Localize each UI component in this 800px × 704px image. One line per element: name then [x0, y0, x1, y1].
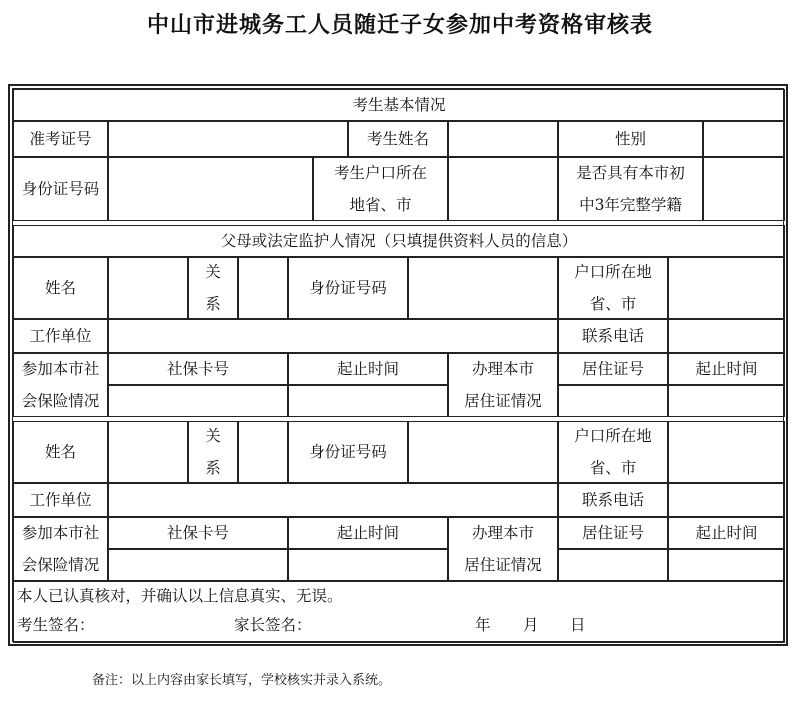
guardian1-residence-line2: 居住证情况 — [464, 392, 542, 410]
guardian1-social-line2: 会保险情况 — [21, 392, 100, 410]
guardian1-id-field[interactable] — [408, 257, 558, 319]
guardian2-id-label: 身份证号码 — [288, 421, 408, 483]
guardian2-residence-period-field[interactable] — [668, 549, 785, 581]
signature-row — [17, 610, 777, 640]
guardian2-relation-field[interactable] — [238, 421, 288, 483]
date-month-label: 月 — [523, 616, 539, 634]
guardian1-social-card-field[interactable] — [108, 385, 288, 417]
guardian2-residence-period-label: 起止时间 — [668, 517, 785, 549]
guardian2-hukou-label — [558, 421, 668, 483]
guardian2-relation-label — [188, 421, 238, 483]
guardian2-residence-line1: 办理本市 — [471, 524, 534, 542]
guardian2-name-label: 姓名 — [13, 421, 108, 483]
guardian1-social-insurance-label — [13, 353, 108, 417]
confirmation-statement: 本人已认真核对，并确认以上信息真实、无误。 — [17, 587, 343, 605]
date-year-label: 年 — [475, 616, 491, 634]
parent-signature-label: 家长签名： — [234, 616, 312, 634]
guardian2-residence-label — [448, 517, 558, 581]
guardian1-residence-card-label: 居住证号 — [558, 353, 668, 385]
date-day-label: 日 — [570, 616, 586, 634]
student-id-label: 身份证号码 — [13, 157, 108, 221]
guardian1-residence-card-field[interactable] — [558, 385, 668, 417]
guardian1-id-label: 身份证号码 — [288, 257, 408, 319]
student-signature-field[interactable] — [97, 610, 227, 640]
guardian1-relation-line2: 系 — [205, 295, 221, 313]
student-hukou-label — [313, 157, 448, 221]
guardian2-social-insurance-label — [13, 517, 108, 581]
student-signature-label: 考生签名： — [17, 616, 95, 634]
guardian1-hukou-field[interactable] — [668, 257, 785, 319]
guardian1-residence-line1: 办理本市 — [471, 360, 534, 378]
exam-number-field[interactable] — [108, 121, 348, 157]
student-name-field[interactable] — [448, 121, 558, 157]
student-section-header: 考生基本情况 — [13, 89, 785, 121]
jhs-enrollment-label — [558, 157, 703, 221]
form-table-frame — [8, 84, 788, 646]
guardian2-relation-line2: 系 — [205, 459, 221, 477]
student-hukou-label-line2: 地省、市 — [349, 196, 412, 214]
guardian1-social-card-label: 社保卡号 — [108, 353, 288, 385]
form-table — [12, 88, 784, 642]
guardian1-hukou-line2: 省、市 — [589, 295, 637, 313]
student-id-field[interactable] — [108, 157, 313, 221]
guardian2-social-period-field[interactable] — [288, 549, 448, 581]
guardian2-social-card-label: 社保卡号 — [108, 517, 288, 549]
guardian2-social-line1: 参加本市社 — [21, 524, 100, 542]
guardian2-name-field[interactable] — [108, 421, 188, 483]
form-title: 中山市进城务工人员随迁子女参加中考资格审核表 — [146, 13, 653, 38]
guardian1-phone-label: 联系电话 — [558, 319, 668, 353]
guardian1-relation-field[interactable] — [238, 257, 288, 319]
guardian2-hukou-line2: 省、市 — [589, 459, 637, 477]
guardian1-name-field[interactable] — [108, 257, 188, 319]
guardian2-relation-line1: 关 — [205, 427, 221, 445]
guardian2-residence-line2: 居住证情况 — [464, 556, 542, 574]
guardian1-employer-field[interactable] — [108, 319, 558, 353]
parent-signature-field[interactable] — [317, 610, 467, 640]
guardian2-hukou-field[interactable] — [668, 421, 785, 483]
student-hukou-label-line1: 考生户口所在 — [333, 164, 427, 182]
student-name-label: 考生姓名 — [348, 121, 448, 157]
guardian2-social-period-label: 起止时间 — [288, 517, 448, 549]
guardian1-name-label: 姓名 — [13, 257, 108, 319]
guardian2-hukou-line1: 户口所在地 — [574, 427, 652, 445]
guardian1-social-period-label: 起止时间 — [288, 353, 448, 385]
gender-label: 性别 — [558, 121, 703, 157]
guardian1-residence-period-field[interactable] — [668, 385, 785, 417]
guardian1-employer-label: 工作单位 — [13, 319, 108, 353]
guardian1-hukou-line1: 户口所在地 — [574, 263, 652, 281]
guardian2-residence-card-field[interactable] — [558, 549, 668, 581]
gender-field[interactable] — [703, 121, 785, 157]
jhs-enrollment-field[interactable] — [703, 157, 785, 221]
guardian2-employer-field[interactable] — [108, 483, 558, 517]
guardian1-social-period-field[interactable] — [288, 385, 448, 417]
guardian1-phone-field[interactable] — [668, 319, 785, 353]
guardian1-residence-period-label: 起止时间 — [668, 353, 785, 385]
guardian2-social-card-field[interactable] — [108, 549, 288, 581]
guardian2-phone-field[interactable] — [668, 483, 785, 517]
guardian1-relation-label — [188, 257, 238, 319]
guardian2-phone-label: 联系电话 — [558, 483, 668, 517]
guardian2-id-field[interactable] — [408, 421, 558, 483]
confirmation-block — [13, 581, 785, 643]
jhs-enrollment-label-line2: 中3年完整学籍 — [579, 196, 682, 214]
guardian1-relation-line1: 关 — [205, 263, 221, 281]
jhs-enrollment-label-line1: 是否具有本市初 — [576, 164, 685, 182]
guardian-section-header: 父母或法定监护人情况（只填提供资料人员的信息） — [13, 225, 785, 257]
guardian2-residence-card-label: 居住证号 — [558, 517, 668, 549]
student-hukou-field[interactable] — [448, 157, 558, 221]
exam-number-label: 准考证号 — [13, 121, 108, 157]
footnote: 备注：以上内容由家长填写，学校核实并录入系统。 — [92, 673, 392, 688]
guardian1-residence-label — [448, 353, 558, 417]
guardian1-hukou-label — [558, 257, 668, 319]
guardian2-employer-label: 工作单位 — [13, 483, 108, 517]
guardian2-social-line2: 会保险情况 — [21, 556, 100, 574]
guardian1-social-line1: 参加本市社 — [21, 360, 100, 378]
